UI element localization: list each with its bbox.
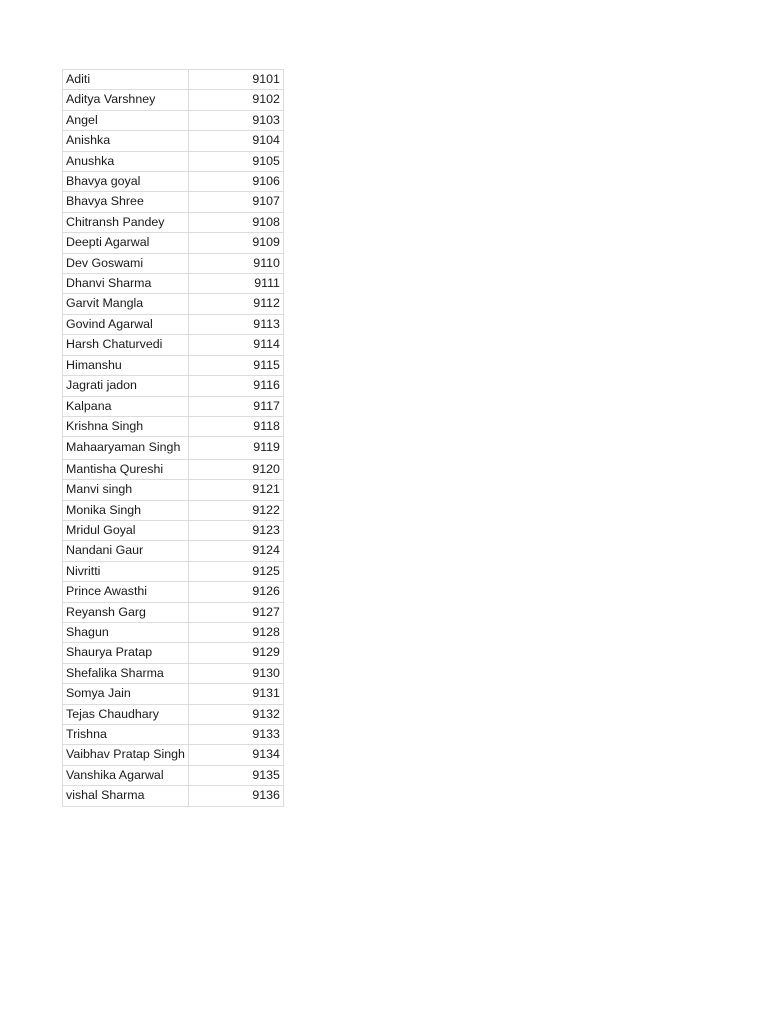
number-cell: 9121 (188, 480, 283, 500)
number-cell: 9127 (188, 602, 283, 622)
number-cell: 9103 (188, 110, 283, 130)
table-row (63, 335, 284, 355)
table-row (63, 765, 284, 785)
number-cell: 9112 (188, 294, 283, 314)
number-cell: 9108 (188, 212, 283, 232)
table-row (63, 541, 284, 561)
name-cell: Govind Agarwal (63, 314, 189, 334)
table-row (63, 684, 284, 704)
number-cell: 9107 (188, 192, 283, 212)
name-cell: Himanshu (63, 355, 189, 375)
name-cell: Angel (63, 110, 189, 130)
table-row (63, 745, 284, 765)
name-cell: Garvit Mangla (63, 294, 189, 314)
table-row (63, 561, 284, 581)
name-cell: Nandani Gaur (63, 541, 189, 561)
number-cell: 9136 (188, 786, 283, 806)
table-row (63, 151, 284, 171)
table-row (63, 274, 284, 294)
table-row (63, 294, 284, 314)
name-cell: vishal Sharma (63, 786, 189, 806)
name-cell: Manvi singh (63, 480, 189, 500)
number-cell: 9124 (188, 541, 283, 561)
name-cell: Dev Goswami (63, 253, 189, 273)
name-number-table (62, 69, 284, 807)
number-cell: 9128 (188, 622, 283, 642)
table-row (63, 253, 284, 273)
number-cell: 9125 (188, 561, 283, 581)
name-cell: Shagun (63, 622, 189, 642)
name-cell: Jagrati jadon (63, 376, 189, 396)
name-cell: Shefalika Sharma (63, 663, 189, 683)
table-row (63, 131, 284, 151)
table-row (63, 90, 284, 110)
name-cell: Aditya Varshney (63, 90, 189, 110)
number-cell: 9131 (188, 684, 283, 704)
name-cell: Mahaaryaman Singh (63, 437, 189, 459)
table-row (63, 233, 284, 253)
name-cell: Dhanvi Sharma (63, 274, 189, 294)
number-cell: 9113 (188, 314, 283, 334)
number-cell: 9134 (188, 745, 283, 765)
table-row (63, 416, 284, 436)
table-row (63, 70, 284, 90)
table-row (63, 663, 284, 683)
table-row (63, 355, 284, 375)
number-cell: 9126 (188, 582, 283, 602)
name-cell: Tejas Chaudhary (63, 704, 189, 724)
table-row (63, 704, 284, 724)
table-row (63, 110, 284, 130)
name-cell: Reyansh Garg (63, 602, 189, 622)
number-cell: 9106 (188, 172, 283, 192)
table-row (63, 643, 284, 663)
number-cell: 9120 (188, 459, 283, 479)
table-row (63, 314, 284, 334)
name-cell: Shaurya Pratap (63, 643, 189, 663)
number-cell: 9101 (188, 70, 283, 90)
name-cell: Aditi (63, 70, 189, 90)
name-cell: Deepti Agarwal (63, 233, 189, 253)
table-row (63, 480, 284, 500)
name-cell: Krishna Singh (63, 416, 189, 436)
name-cell: Bhavya Shree (63, 192, 189, 212)
name-cell: Bhavya goyal (63, 172, 189, 192)
table-row (63, 500, 284, 520)
number-cell: 9115 (188, 355, 283, 375)
number-cell: 9117 (188, 396, 283, 416)
name-cell: Somya Jain (63, 684, 189, 704)
table-row (63, 192, 284, 212)
number-cell: 9129 (188, 643, 283, 663)
name-cell: Monika Singh (63, 500, 189, 520)
name-cell: Mantisha Qureshi (63, 459, 189, 479)
name-cell: Anishka (63, 131, 189, 151)
number-cell: 9119 (188, 437, 283, 459)
number-cell: 9132 (188, 704, 283, 724)
number-cell: 9102 (188, 90, 283, 110)
number-cell: 9135 (188, 765, 283, 785)
table-row (63, 459, 284, 479)
table-row (63, 786, 284, 806)
name-cell: Trishna (63, 725, 189, 745)
number-cell: 9104 (188, 131, 283, 151)
number-cell: 9130 (188, 663, 283, 683)
table-row (63, 437, 284, 459)
table-row (63, 396, 284, 416)
table-row (63, 622, 284, 642)
name-cell: Kalpana (63, 396, 189, 416)
table-row (63, 602, 284, 622)
table-body (63, 70, 284, 807)
number-cell: 9114 (188, 335, 283, 355)
table-row (63, 725, 284, 745)
number-cell: 9111 (188, 274, 283, 294)
name-cell: Prince Awasthi (63, 582, 189, 602)
table-row (63, 172, 284, 192)
number-cell: 9109 (188, 233, 283, 253)
number-cell: 9123 (188, 520, 283, 540)
table-row (63, 376, 284, 396)
name-cell: Nivritti (63, 561, 189, 581)
name-cell: Harsh Chaturvedi (63, 335, 189, 355)
table-row (63, 212, 284, 232)
name-cell: Mridul Goyal (63, 520, 189, 540)
number-cell: 9133 (188, 725, 283, 745)
number-cell: 9122 (188, 500, 283, 520)
number-cell: 9116 (188, 376, 283, 396)
name-cell: Chitransh Pandey (63, 212, 189, 232)
number-cell: 9105 (188, 151, 283, 171)
number-cell: 9118 (188, 416, 283, 436)
table-row (63, 582, 284, 602)
name-cell: Anushka (63, 151, 189, 171)
number-cell: 9110 (188, 253, 283, 273)
name-cell: Vanshika Agarwal (63, 765, 189, 785)
table-row (63, 520, 284, 540)
name-cell: Vaibhav Pratap Singh (63, 745, 189, 765)
